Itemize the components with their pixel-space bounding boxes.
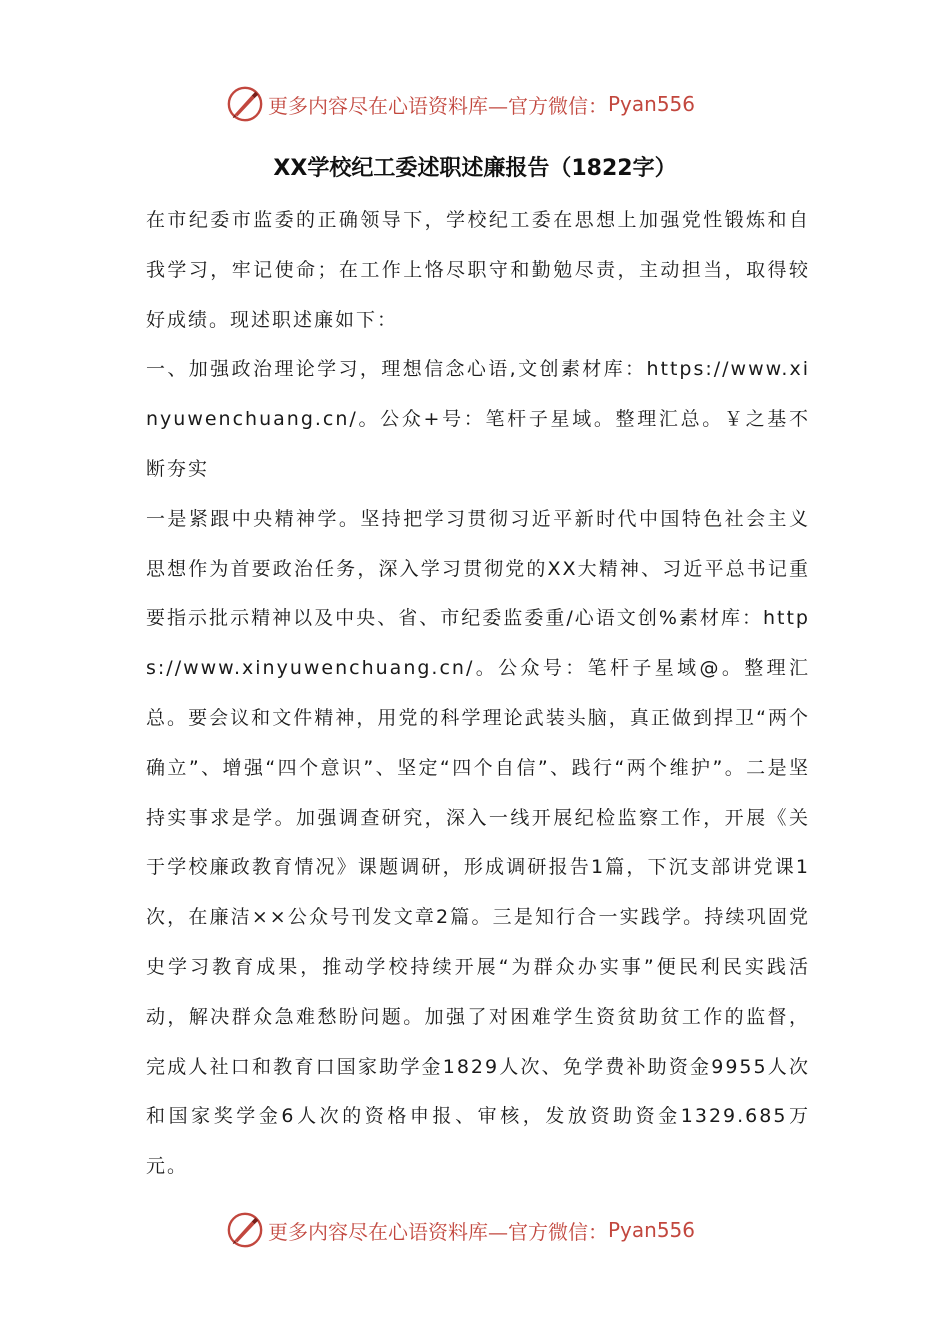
footer-watermark-banner xyxy=(226,1208,695,1252)
document-body xyxy=(146,196,810,1192)
banner-text: 更多内容尽在心语资料库—官方微信： xyxy=(268,1219,608,1244)
wechat-id: Pyan556 xyxy=(608,1218,696,1242)
banner-text: 更多内容尽在心语资料库—官方微信： xyxy=(268,93,608,118)
document-title: XX学校纪工委述职述廉报告（1822字） xyxy=(273,156,677,181)
header-watermark-banner xyxy=(226,82,695,126)
paragraph-intro: 在市纪委市监委的正确领导下，学校纪工委在思想上加强党性锻炼和自我学习，牢记使命；在工作上恪尽职守和勤勉尽责，主动担当，取得较好成绩。现述职述廉如下： xyxy=(146,209,810,331)
wechat-id: Pyan556 xyxy=(608,92,696,116)
section-heading-1: 一、加强政治理论学习，理想信念心语,文创素材库：https://www.xinyuwenchuang.cn/。公众+号：笔杆子星域。整理汇总。￥之基不断夯实 xyxy=(146,358,810,480)
paragraph-study: 一是紧跟中央精神学。坚持把学习贯彻习近平新时代中国特色社会主义思想作为首要政治任务，深入学习贯彻党的XX大精神、习近平总书记重要指示批示精神以及中央、省、市纪委监委重/心语文创%素材库：https://www.xinyuwenchuang.cn/。公众号：笔杆子星域@。整理汇总。要会议和文件精神，用党的科学理论武装头脑，真正做到捍卫“两个确立”、增强“四个意识”、坚定“四个自信”、践行“两个维护”。二是坚持实事求是学。加强调查研究，深入一线开展纪检监察工作，开展《关于学校廉政教育情况》课题调研，形成调研报告1篇，下沉支部讲党课1次，在廉洁××公众号刊发文章2篇。三是知行合一实践学。持续巩固党史学习教育成果，推动学校持续开展“为群众办实事”便民利民实践活动，解决群众急难愁盼问题。加强了对困难学生资贫助贫工作的监督，完成人社口和教育口国家助学金1829人次、免学费补助资金9955人次和国家奖学金6人次的资格申报、审核，发放资助资金1329.685万元。 xyxy=(146,507,810,1178)
pen-logo-icon xyxy=(226,85,264,123)
pen-logo-icon xyxy=(226,1211,264,1249)
